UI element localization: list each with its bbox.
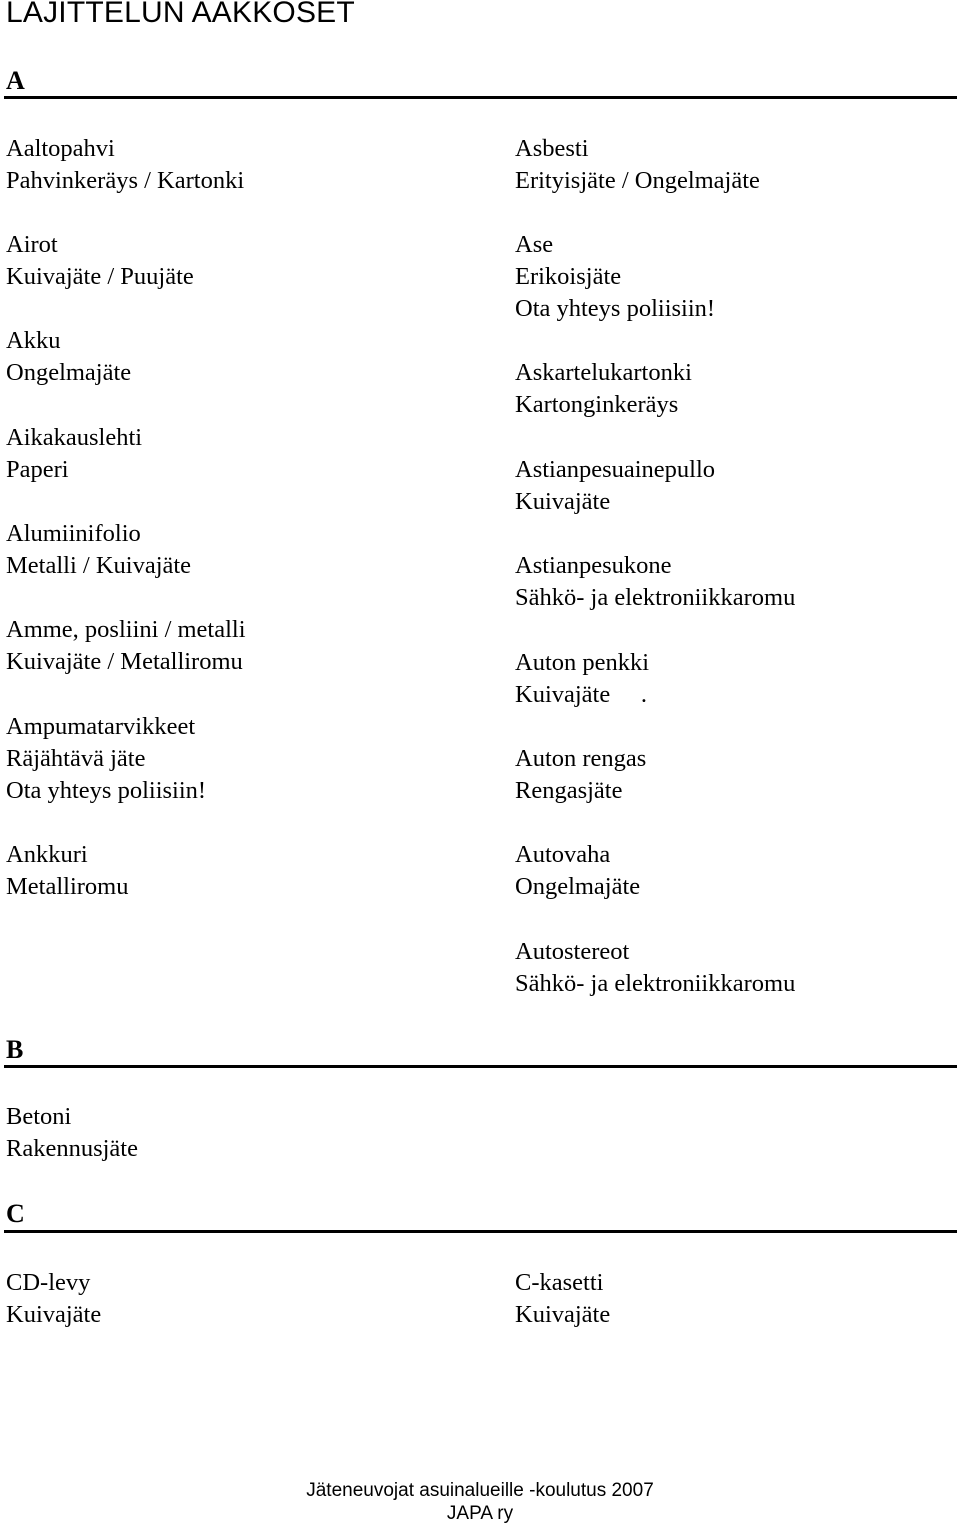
entry-c-kasetti xyxy=(515,1267,610,1331)
entry-category: Kuivajäte xyxy=(515,1301,611,1329)
entry-item: Ase xyxy=(515,231,554,258)
footer-organization: JAPA ry xyxy=(446,1503,514,1524)
entry-asbesti xyxy=(515,133,760,197)
entry-category: Metalli / Kuivajäte xyxy=(6,552,192,580)
entry-item: Ampumatarvikkeet xyxy=(6,713,196,740)
entry-item: Autovaha xyxy=(515,841,611,868)
entry-item: Airot xyxy=(6,231,58,258)
entry-item: Akku xyxy=(6,327,61,354)
entry-category: Metalliromu xyxy=(6,873,129,901)
entry-alumiinifolio xyxy=(6,518,191,582)
entry-category: Kuivajäte / Puujäte xyxy=(6,263,194,291)
entry-autovaha xyxy=(515,839,640,903)
entry-astianpesuainepullo xyxy=(515,454,715,518)
entry-ampumatarvikkeet xyxy=(6,711,206,808)
entry-note: Ota yhteys poliisiin! xyxy=(515,295,716,323)
entry-category: Kuivajäte xyxy=(515,488,611,516)
entry-category: Rengasjäte xyxy=(515,777,623,805)
entry-category: Ongelmajäte xyxy=(515,873,641,901)
section-letter-a: A xyxy=(6,66,25,95)
entry-amme xyxy=(6,614,246,678)
entry-category: Sähkö- ja elektroniikkaromu xyxy=(515,584,796,612)
entry-category: Sähkö- ja elektroniikkaromu xyxy=(515,970,796,998)
entry-cd-levy xyxy=(6,1267,101,1331)
entry-item: Autostereot xyxy=(515,938,630,965)
entry-item: Ankkuri xyxy=(6,841,88,868)
entry-item: CD-levy xyxy=(6,1269,91,1296)
section-divider-b xyxy=(4,1065,957,1068)
entry-astianpesukone xyxy=(515,550,795,614)
section-letter-c: C xyxy=(6,1199,25,1228)
entry-aaltopahvi xyxy=(6,133,244,197)
entry-item: Askartelukartonki xyxy=(515,359,692,386)
entry-category: Rakennusjäte xyxy=(6,1135,138,1163)
entry-item: Astianpesuainepullo xyxy=(515,456,716,483)
entry-betoni xyxy=(6,1101,138,1165)
entry-item: Aaltopahvi xyxy=(6,135,115,162)
entry-category: Räjähtävä jäte xyxy=(6,745,146,773)
entry-note: Ota yhteys poliisiin! xyxy=(6,777,207,805)
footer xyxy=(0,1479,960,1525)
entry-airot xyxy=(6,229,194,293)
entry-auton-rengas xyxy=(515,743,646,807)
section-letter-b: B xyxy=(6,1035,24,1064)
entry-auton-penkki xyxy=(515,647,649,711)
entry-item: Auton rengas xyxy=(515,745,647,772)
section-divider-a xyxy=(4,96,957,99)
entry-item: Amme, posliini / metalli xyxy=(6,616,246,643)
entry-ankkuri xyxy=(6,839,128,903)
entry-item: Auton penkki xyxy=(515,649,650,676)
entry-autostereot xyxy=(515,936,795,1000)
entry-item: Aikakauslehti xyxy=(6,424,143,451)
entry-category: Pahvinkeräys / Kartonki xyxy=(6,167,245,195)
entry-askartelukartonki xyxy=(515,357,692,421)
section-divider-c xyxy=(4,1230,957,1233)
entry-item: Astianpesukone xyxy=(515,552,672,579)
entry-category: Erityisjäte / Ongelmajäte xyxy=(515,167,760,195)
entry-item: Asbesti xyxy=(515,135,589,162)
page-title: LAJITTELUN AAKKOSET xyxy=(6,0,355,29)
entry-category: Kuivajäte / Metalliromu xyxy=(6,648,243,676)
entry-category: Kartonginkeräys xyxy=(515,391,679,419)
entry-aikakauslehti xyxy=(6,422,142,486)
entry-item: Betoni xyxy=(6,1103,72,1130)
footer-course: Jäteneuvojat asuinalueille -koulutus 2007 xyxy=(306,1480,654,1501)
entry-category: Kuivajäte . xyxy=(515,681,647,709)
entry-category: Ongelmajäte xyxy=(6,359,132,387)
entry-category: Kuivajäte xyxy=(6,1301,102,1329)
entry-akku xyxy=(6,325,131,389)
entry-item: Alumiinifolio xyxy=(6,520,141,547)
entry-category: Erikoisjäte xyxy=(515,263,622,291)
entry-category: Paperi xyxy=(6,456,69,484)
entry-item: C-kasetti xyxy=(515,1269,604,1296)
entry-ase xyxy=(515,229,715,326)
